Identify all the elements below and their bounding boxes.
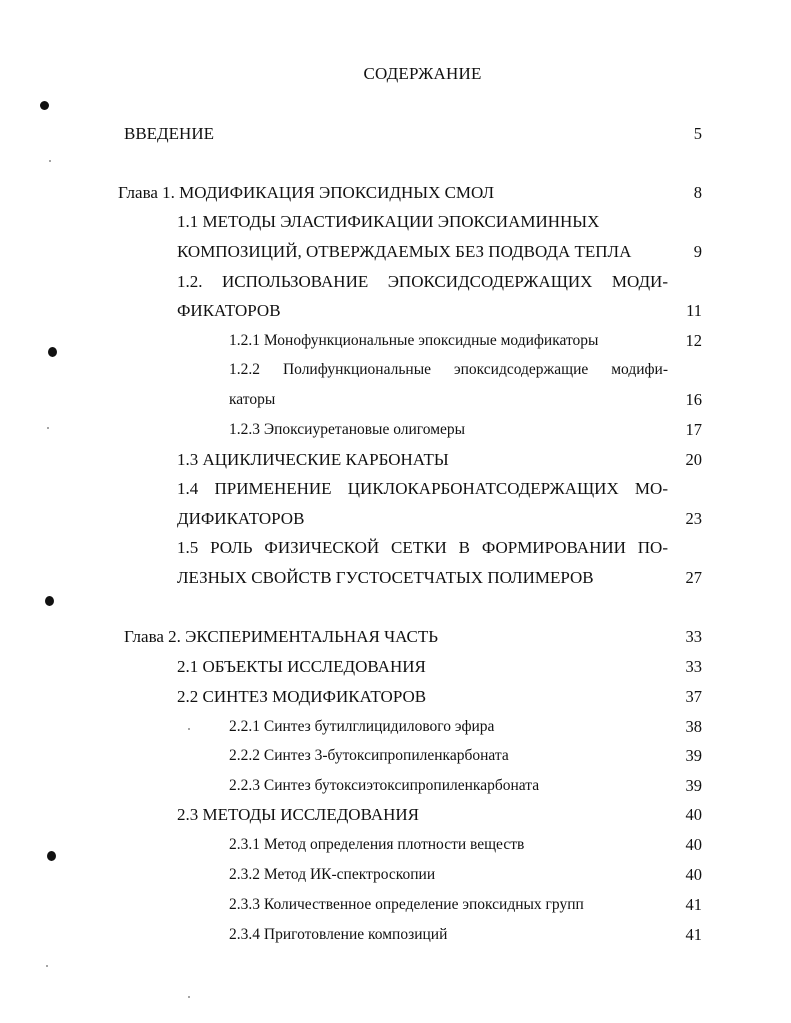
toc-chapter-2: Глава 2. ЭКСПЕРИМЕНТАЛЬНАЯ ЧАСТЬ (124, 627, 439, 646)
binder-hole-4 (47, 851, 56, 861)
toc-section-2-2: 2.2 СИНТЕЗ МОДИФИКАТОРОВ (177, 687, 427, 706)
scan-speck (188, 996, 190, 998)
page-number: 20 (685, 450, 702, 469)
page-number: 38 (685, 717, 702, 736)
toc-section-1-4-line-1: 1.4 ПРИМЕНЕНИЕ ЦИКЛОКАРБОНАТСОДЕРЖАЩИХ МО- (177, 479, 668, 498)
toc-subsection-2-3-2: 2.3.2 Метод ИК-спектроскопии (229, 866, 436, 883)
page-number: 11 (686, 301, 702, 320)
toc-section-2-1: 2.1 ОБЪЕКТЫ ИССЛЕДОВАНИЯ (177, 657, 426, 676)
toc-title: СОДЕРЖАНИЕ (363, 64, 482, 83)
binder-hole-2 (48, 347, 57, 357)
toc-section-1-3: 1.3 АЦИКЛИЧЕСКИЕ КАРБОНАТЫ (177, 450, 449, 469)
scan-speck (47, 427, 49, 429)
page-number: 40 (685, 805, 702, 824)
toc-subsection-2-2-3: 2.2.3 Синтез бутоксиэтоксипропиленкарбоната (229, 777, 540, 794)
page-number: 37 (685, 687, 702, 706)
toc-section-1-4-line-2: ДИФИКАТОРОВ (177, 509, 305, 528)
scan-speck (49, 160, 51, 162)
page-number: 8 (693, 183, 702, 202)
binder-hole-3 (45, 596, 54, 606)
page-number: 40 (685, 865, 702, 884)
toc-subsection-1-2-3: 1.2.3 Эпоксиуретановые олигомеры (229, 421, 466, 438)
toc-section-1-2-line-1: 1.2. ИСПОЛЬЗОВАНИЕ ЭПОКСИДСОДЕРЖАЩИХ МОДИ- (177, 272, 668, 291)
toc-section-1-2-line-2: ФИКАТОРОВ (177, 301, 281, 320)
toc-subsection-2-3-3: 2.3.3 Количественное определение эпоксидных групп (229, 896, 584, 913)
page-number: 39 (685, 746, 702, 765)
scan-speck (188, 728, 190, 730)
toc-section-2-3: 2.3 МЕТОДЫ ИССЛЕДОВАНИЯ (177, 805, 420, 824)
toc-subsection-2-3-4: 2.3.4 Приготовление композиций (229, 926, 448, 943)
toc-section-1-1-line-2: КОМПОЗИЦИЙ, ОТВЕРЖДАЕМЫХ БЕЗ ПОДВОДА ТЕПЛА (177, 242, 632, 261)
page-number: 16 (685, 390, 702, 409)
toc-subsection-2-2-2: 2.2.2 Синтез 3-бутоксипропиленкарбоната (229, 747, 509, 764)
toc-chapter-1: Глава 1. МОДИФИКАЦИЯ ЭПОКСИДНЫХ СМОЛ (118, 183, 495, 202)
page-number: 40 (685, 835, 702, 854)
toc-subsection-1-2-2-line-1: 1.2.2 Полифункциональные эпоксидсодержащие модифи- (229, 361, 668, 378)
page-number: 12 (685, 331, 702, 350)
toc-subsection-2-2-1: 2.2.1 Синтез бутилглицидилового эфира (229, 718, 495, 735)
toc-entry-intro: ВВЕДЕНИЕ (124, 124, 214, 143)
page-number: 41 (685, 925, 702, 944)
page-number: 17 (685, 420, 702, 439)
page-number: 9 (693, 242, 702, 261)
page-number: 27 (685, 568, 702, 587)
page-number: 39 (685, 776, 702, 795)
toc-section-1-5-line-1: 1.5 РОЛЬ ФИЗИЧЕСКОЙ СЕТКИ В ФОРМИРОВАНИИ ПО- (177, 538, 668, 557)
toc-subsection-2-3-1: 2.3.1 Метод определения плотности веществ (229, 836, 525, 853)
page-number: 5 (693, 124, 702, 143)
page-number: 33 (685, 627, 702, 646)
toc-section-1-1-line-1: 1.1 МЕТОДЫ ЭЛАСТИФИКАЦИИ ЭПОКСИАМИННЫХ (177, 212, 600, 231)
page-number: 33 (685, 657, 702, 676)
toc-section-1-5-line-2: ЛЕЗНЫХ СВОЙСТВ ГУСТОСЕТЧАТЫХ ПОЛИМЕРОВ (177, 568, 594, 587)
toc-subsection-1-2-2-line-2: каторы (229, 391, 276, 408)
page-number: 23 (685, 509, 702, 528)
scan-speck (46, 965, 48, 967)
binder-hole-1 (40, 101, 49, 110)
page-number: 41 (685, 895, 702, 914)
toc-subsection-1-2-1: 1.2.1 Монофункциональные эпоксидные модификаторы (229, 332, 599, 349)
